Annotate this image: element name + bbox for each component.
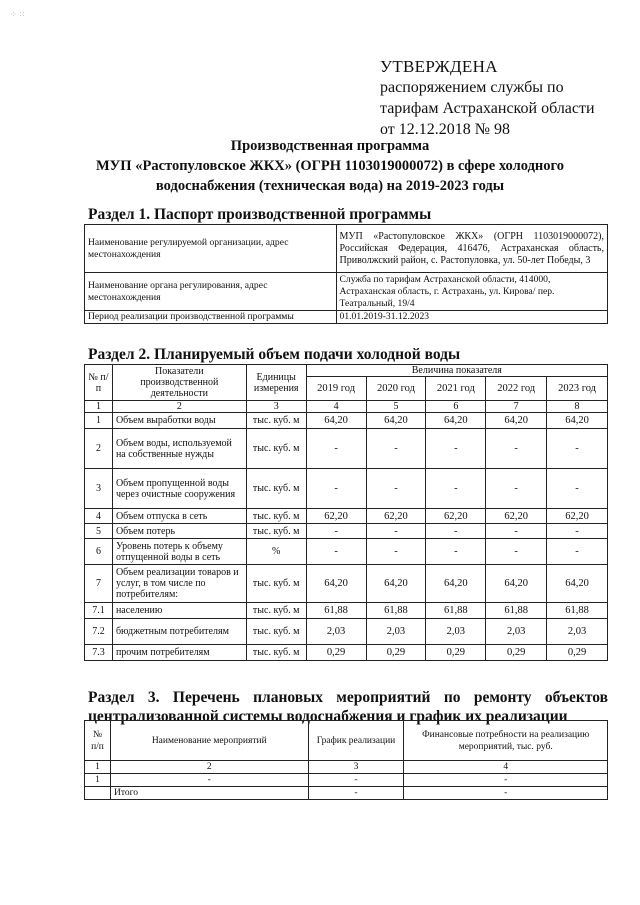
table-row: [85, 774, 608, 787]
row-value: -: [547, 429, 608, 469]
row-value: 62,20: [366, 509, 426, 524]
row-number: 7.3: [85, 645, 113, 661]
row-number: 6: [85, 539, 113, 565]
row-unit: %: [246, 539, 306, 565]
row-number: 7.2: [85, 619, 113, 645]
col-num-header: № п/п: [85, 365, 113, 401]
approval-line-2: тарифам Астраханской области: [380, 100, 595, 117]
row-value: -: [486, 429, 547, 469]
total-row: [85, 787, 608, 800]
col-number: 1: [85, 761, 111, 774]
table-row: [85, 469, 608, 509]
row-value: -: [366, 524, 426, 539]
col-units-header: Единицы измерения: [246, 365, 306, 401]
row-value: 62,20: [547, 509, 608, 524]
title-line-3: водоснабжения (техническая вода) на 2019-2023 годы: [155, 178, 505, 194]
row-number: 5: [85, 524, 113, 539]
row-number: 7.1: [85, 603, 113, 619]
row-value: 0,29: [366, 645, 426, 661]
row-value: 61,88: [486, 603, 547, 619]
col-num-header: № п/п: [85, 721, 111, 761]
row-value: -: [366, 469, 426, 509]
row-value: 62,20: [306, 509, 366, 524]
column-number-row: [85, 401, 608, 413]
section3-heading-line-1: Раздел 3. Перечень плановых мероприятий по ремонту объектов: [88, 689, 608, 706]
row-value: 64,20: [426, 565, 486, 603]
passport-row: [85, 273, 608, 311]
passport-value: МУП «Растопуловское ЖКХ» (ОГРН 1103019000072), Российская Федерация, 416476, Астраханская область, Приволжский район, с. Растопуловка, ул. 50-лет Победы, 3: [336, 225, 607, 273]
approval-line-3: от 12.12.2018 № 98: [380, 121, 511, 138]
row-value: -: [547, 539, 608, 565]
passport-row: [85, 225, 608, 273]
table-row: [85, 539, 608, 565]
row-value: 64,20: [366, 413, 426, 429]
year-header: 2022 год: [486, 377, 547, 401]
col-name-header: Наименование мероприятий: [110, 721, 308, 761]
passport-row: [85, 311, 608, 324]
col-number: 4: [404, 761, 608, 774]
row-measure: -: [110, 774, 308, 787]
row-value: 61,88: [426, 603, 486, 619]
passport-label: Наименование регулируемой организации, адрес местонахождения: [85, 225, 337, 273]
row-value: -: [366, 429, 426, 469]
row-value: 64,20: [306, 413, 366, 429]
col-number: 3: [308, 761, 404, 774]
row-value: 64,20: [547, 565, 608, 603]
title-line-2: МУП «Растопуловское ЖКХ» (ОГРН 1103019000072) в сфере холодного: [95, 158, 564, 174]
section3-heading-line-2: централизованной системы водоснабжения и график их реализации: [88, 708, 568, 725]
section1-heading: Раздел 1. Паспорт производственной программы: [88, 206, 432, 223]
col-finance-header: Финансовые потребности на реализацию мероприятий, тыс. руб.: [404, 721, 608, 761]
total-label: Итого: [110, 787, 308, 800]
col-number: 6: [426, 401, 486, 413]
row-unit: тыс. куб. м: [246, 509, 306, 524]
row-unit: тыс. куб. м: [246, 645, 306, 661]
row-unit: тыс. куб. м: [246, 429, 306, 469]
row-value: 61,88: [547, 603, 608, 619]
row-value: -: [306, 429, 366, 469]
row-number: 4: [85, 509, 113, 524]
table-row: [85, 603, 608, 619]
row-number: 7: [85, 565, 113, 603]
row-unit: тыс. куб. м: [246, 603, 306, 619]
passport-table: [84, 224, 608, 324]
row-value: -: [426, 469, 486, 509]
row-value: -: [486, 524, 547, 539]
row-finance: -: [404, 774, 608, 787]
table-row: [85, 413, 608, 429]
approval-stamp: [380, 56, 620, 140]
col-number: 8: [547, 401, 608, 413]
row-indicator: населению: [112, 603, 246, 619]
row-value: 64,20: [486, 565, 547, 603]
row-unit: тыс. куб. м: [246, 619, 306, 645]
passport-value: Служба по тарифам Астраханской области, 414000, Астраханская область, г. Астрахань, ул. Кирова/ пер. Театральный, 19/4: [336, 273, 607, 311]
row-value: 64,20: [547, 413, 608, 429]
passport-value: 01.01.2019-31.12.2023: [336, 311, 607, 324]
col-number: 3: [246, 401, 306, 413]
row-indicator: Объем воды, используемой на собственные нужды: [112, 429, 246, 469]
year-header: 2019 год: [306, 377, 366, 401]
year-header: 2021 год: [426, 377, 486, 401]
title-line-1: Производственная программа: [230, 138, 430, 154]
section2-heading: Раздел 2. Планируемый объем подачи холодной воды: [88, 346, 461, 363]
measures-table: [84, 720, 608, 800]
row-indicator: Объем реализации товаров и услуг, в том числе по потребителям:: [112, 565, 246, 603]
row-unit: тыс. куб. м: [246, 413, 306, 429]
row-value: -: [547, 469, 608, 509]
row-indicator: Объем потерь: [112, 524, 246, 539]
column-number-row: [85, 761, 608, 774]
row-indicator: прочим потребителям: [112, 645, 246, 661]
col-values-header: Величина показателя: [306, 365, 607, 377]
row-value: -: [426, 524, 486, 539]
row-value: 62,20: [426, 509, 486, 524]
row-value: 0,29: [306, 645, 366, 661]
table-row: [85, 429, 608, 469]
table-row: [85, 509, 608, 524]
col-indicators-header: Показатели производственной деятельности: [112, 365, 246, 401]
row-value: -: [486, 539, 547, 565]
row-value: 0,29: [426, 645, 486, 661]
approval-head: УТВЕРЖДЕНА: [380, 57, 498, 76]
table-row: [85, 565, 608, 603]
row-value: -: [547, 524, 608, 539]
year-header: 2023 год: [547, 377, 608, 401]
total-number: [85, 787, 111, 800]
row-value: 2,03: [547, 619, 608, 645]
col-number: 4: [306, 401, 366, 413]
row-value: 64,20: [426, 413, 486, 429]
row-indicator: Уровень потерь к объему отпущенной воды в сеть: [112, 539, 246, 565]
row-value: 64,20: [366, 565, 426, 603]
year-header: 2020 год: [366, 377, 426, 401]
col-number: 2: [112, 401, 246, 413]
row-value: -: [306, 539, 366, 565]
row-value: 62,20: [486, 509, 547, 524]
row-value: -: [426, 539, 486, 565]
col-number: 1: [85, 401, 113, 413]
row-number: 1: [85, 774, 111, 787]
row-unit: тыс. куб. м: [246, 524, 306, 539]
row-unit: тыс. куб. м: [246, 469, 306, 509]
volume-table: [84, 364, 608, 661]
passport-label: Наименование органа регулирования, адрес местонахождения: [85, 273, 337, 311]
row-value: -: [306, 524, 366, 539]
col-number: 5: [366, 401, 426, 413]
row-value: -: [426, 429, 486, 469]
table-row: [85, 619, 608, 645]
col-number: 2: [110, 761, 308, 774]
row-number: 2: [85, 429, 113, 469]
document-title: [60, 136, 600, 196]
row-value: 64,20: [486, 413, 547, 429]
row-schedule: -: [308, 774, 404, 787]
table-row: [85, 524, 608, 539]
approval-line-1: распоряжением службы по: [380, 79, 564, 96]
table-row: [85, 645, 608, 661]
row-indicator: Объем выработки воды: [112, 413, 246, 429]
row-number: 3: [85, 469, 113, 509]
row-value: 61,88: [366, 603, 426, 619]
row-value: 2,03: [486, 619, 547, 645]
row-value: 61,88: [306, 603, 366, 619]
row-value: 0,29: [486, 645, 547, 661]
scan-artifact: ⁘ ⁙: [10, 10, 26, 19]
row-unit: тыс. куб. м: [246, 565, 306, 603]
total-finance: -: [404, 787, 608, 800]
total-schedule: -: [308, 787, 404, 800]
row-value: 2,03: [366, 619, 426, 645]
row-value: 64,20: [306, 565, 366, 603]
col-number: 7: [486, 401, 547, 413]
col-schedule-header: График реализации: [308, 721, 404, 761]
row-value: -: [486, 469, 547, 509]
row-value: -: [306, 469, 366, 509]
row-value: -: [366, 539, 426, 565]
row-indicator: Объем отпуска в сеть: [112, 509, 246, 524]
row-value: 2,03: [426, 619, 486, 645]
row-value: 0,29: [547, 645, 608, 661]
row-number: 1: [85, 413, 113, 429]
row-indicator: бюджетным потребителям: [112, 619, 246, 645]
row-indicator: Объем пропущенной воды через очистные сооружения: [112, 469, 246, 509]
row-value: 2,03: [306, 619, 366, 645]
passport-label: Период реализации производственной программы: [85, 311, 337, 324]
